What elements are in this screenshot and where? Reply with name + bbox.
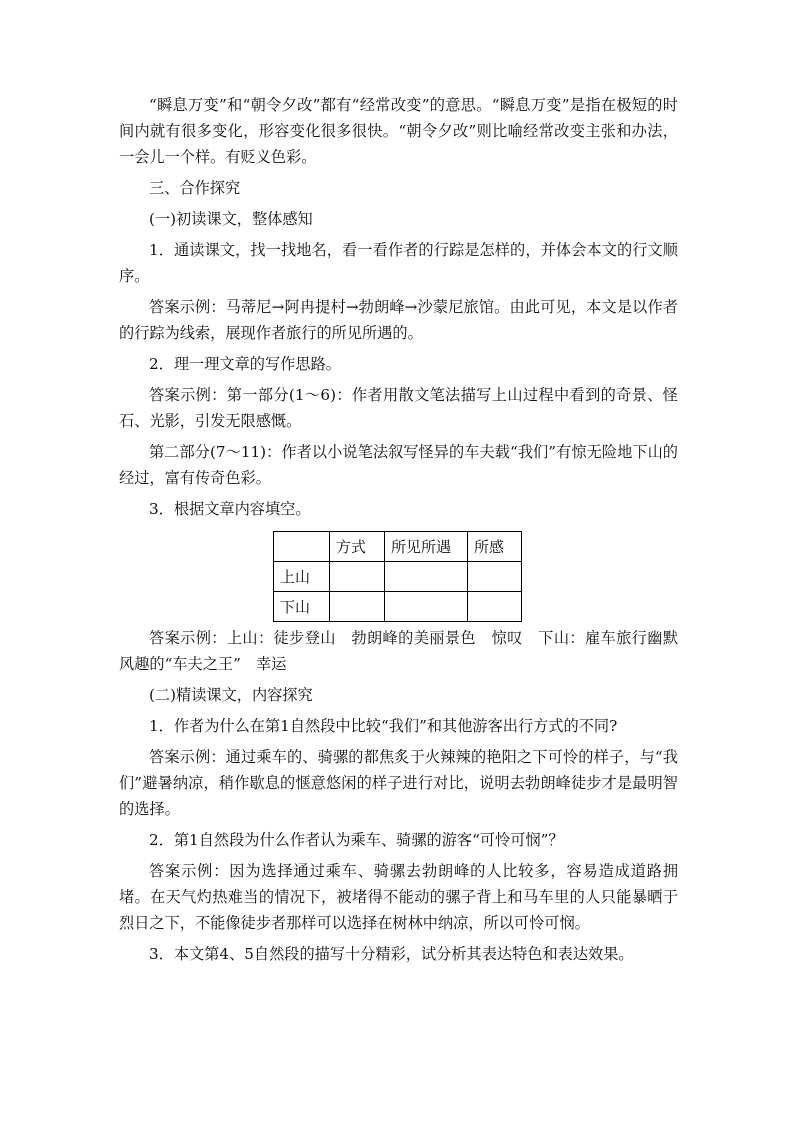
question-close-3: 3．本文第4、5自然段的描写十分精彩，试分析其表达特色和表达效果。 — [149, 945, 634, 963]
section-heading-cooperative-inquiry: 三、合作探究 — [149, 179, 241, 197]
answer-1-itinerary: 答案示例：马蒂尼→阿冉提村→勃朗峰→沙蒙尼旅馆。由此可见，本文是以作者的行踪为线索，展现作者旅行的所见所遇的。 — [119, 298, 678, 342]
answer-2-part-one: 答案示例：第一部分(1～6)：作者用散文笔法描写上山过程中看到的奇景、怪石、光影，引发无限感慨。 — [119, 386, 678, 430]
answer-close-2: 答案示例：因为选择通过乘车、骑骡去勃朗峰的人比较多，容易造成道路拥堵。在天气灼热难当的情况下，被堵得不能动的骡子背上和马车里的人只能暴晒于烈日之下，不能像徒步者那样可以选择在树林中纳凉，所以可怜可悯。 — [119, 862, 678, 932]
fill-in-table — [273, 531, 522, 622]
question-close-2: 2．第1自然段为什么作者认为乘车、骑骡的游客“可怜可悯”？ — [149, 831, 564, 849]
table-header-row — [274, 532, 522, 562]
subsection-heading-first-reading: (一)初读课文，整体感知 — [149, 210, 313, 228]
table-row — [274, 562, 522, 592]
subsection-heading-close-reading: (二)精读课文，内容探究 — [149, 686, 313, 704]
answer-2-part-two: 第二部分(7～11)：作者以小说笔法叙写怪异的车夫载“我们”有惊无险地下山的经过，富有传奇色彩。 — [119, 443, 678, 487]
table-header-cell: 所感 — [468, 532, 522, 562]
question-1-itinerary: 1．通读课文，找一找地名，看一看作者的行踪是怎样的，并体会本文的行文顺序。 — [119, 241, 678, 285]
table-header-cell — [274, 532, 330, 562]
table-cell — [330, 592, 385, 622]
question-close-1: 1．作者为什么在第1自然段中比较“我们”和其他游客出行方式的不同? — [149, 717, 618, 735]
table-row-label: 上山 — [274, 562, 330, 592]
table-cell — [468, 592, 522, 622]
table-cell — [468, 562, 522, 592]
table-row — [274, 592, 522, 622]
table-cell — [330, 562, 385, 592]
table-header-cell: 所见所遇 — [385, 532, 468, 562]
answer-3-table: 答案示例：上山：徒步登山 勃朗峰的美丽景色 惊叹 下山：雇车旅行幽默风趣的“车夫之王” 幸运 — [119, 629, 678, 673]
question-3-fill-table: 3．根据文章内容填空。 — [149, 500, 311, 518]
table-cell — [385, 592, 468, 622]
document-body — [119, 92, 678, 967]
table-row-label: 下山 — [274, 592, 330, 622]
table-cell — [385, 562, 468, 592]
question-2-writing-structure: 2．理一理文章的写作思路。 — [149, 355, 341, 373]
paragraph-idiom-explanation: “瞬息万变”和“朝令夕改”都有“经常改变”的意思。“瞬息万变”是指在极短的时间内就有很多变化，形容变化很多很快。“朝令夕改”则比喻经常改变主张和办法，一会儿一个样。有贬义色彩。 — [119, 96, 678, 166]
table-header-cell: 方式 — [330, 532, 385, 562]
answer-close-1: 答案示例：通过乘车的、骑骡的都焦炙于火辣辣的艳阳之下可怜的样子，与“我们”避暑纳凉，稍作歇息的惬意悠闲的样子进行对比，说明去勃朗峰徒步才是最明智的选择。 — [119, 748, 678, 818]
